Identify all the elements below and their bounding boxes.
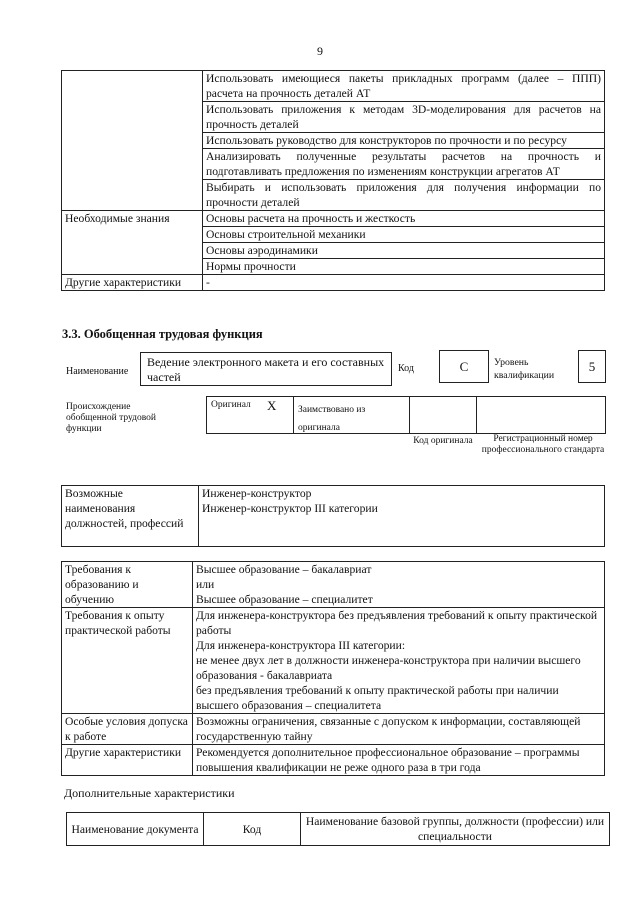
positions-label: Возможные наименования должностей, профессий [62, 486, 199, 547]
experience-values [193, 608, 605, 714]
code-original-caption: Код оригинала [413, 436, 473, 446]
table-row [67, 813, 610, 846]
skill-cell: Использовать приложения к методам 3D-моделирования для расчетов на прочность деталей [203, 102, 605, 133]
other-value: - [203, 275, 605, 291]
special-conditions-value: Возможны ограничения, связанные с допуском к информации, составляющей государственную тайну [193, 714, 605, 745]
requirement-line: или [196, 578, 215, 591]
original-mark: X [267, 398, 277, 413]
requirement-line: Для инженера-конструктора без предъявления требований к опыту практической работы [196, 609, 598, 637]
position-item: Инженер-конструктор [202, 487, 312, 500]
code-original-cell [409, 396, 477, 434]
section-heading: 3.3. Обобщенная трудовая функция [62, 327, 263, 341]
additional-characteristics-table [66, 812, 610, 846]
table-row [62, 71, 605, 102]
reg-number-caption: Регистрационный номер профессионального стандарта [481, 434, 605, 455]
education-label: Требования к образованию и обучению [62, 562, 193, 608]
requirement-line: Высшее образование – специалитет [196, 593, 373, 606]
education-values [193, 562, 605, 608]
level-label: Уровень квалификации [494, 357, 555, 381]
table-row [62, 608, 605, 714]
experience-label: Требования к опыту практической работы [62, 608, 193, 714]
header-document-name: Наименование документа [67, 813, 204, 846]
requirement-line: Высшее образование – бакалавриат [196, 563, 372, 576]
requirement-line: не менее двух лет в должности инженера-конструктора при наличии высшего образования - бакалавриата [196, 654, 581, 682]
reg-number-cell [476, 396, 606, 434]
original-label: Оригинал [211, 400, 251, 410]
requirements-table [61, 561, 605, 776]
knowledge-cell: Основы аэродинамики [203, 243, 605, 259]
page-number: 9 [317, 44, 323, 58]
positions-table [61, 485, 605, 547]
knowledge-label: Необходимые знания [62, 211, 203, 275]
knowledge-cell: Основы расчета на прочность и жесткость [203, 211, 605, 227]
borrowed-cell [293, 396, 410, 434]
header-base-group: Наименование базовой группы, должности (профессии) или специальности [301, 813, 610, 846]
positions-values [199, 486, 605, 547]
name-label: Наименование [66, 366, 129, 377]
skill-cell: Использовать имеющиеся пакеты прикладных программ (далее – ППП) расчета на прочность деталей АТ [203, 71, 605, 102]
level-value: 5 [578, 350, 606, 383]
table-row [62, 275, 605, 291]
function-name-value: Ведение электронного макета и его составных частей [140, 352, 392, 386]
original-cell [206, 396, 294, 434]
code-label: Код [398, 363, 414, 374]
other-label: Другие характеристики [62, 275, 203, 291]
other-characteristics-label: Другие характеристики [62, 745, 193, 776]
requirement-line: без предъявления требований к опыту практической работы при наличии высшего образования – специалитета [196, 684, 559, 712]
header-code: Код [204, 813, 301, 846]
table-row [62, 745, 605, 776]
additional-heading: Дополнительные характеристики [64, 786, 235, 800]
borrowed-label: Заимствовано из оригинала [298, 405, 366, 433]
skill-cell: Выбирать и использовать приложения для получения информации по прочности деталей [203, 180, 605, 211]
origin-label: Происхождение обобщенной трудовой функции [66, 402, 156, 434]
skills-knowledge-table [61, 70, 605, 291]
table-row [62, 714, 605, 745]
table-row [62, 562, 605, 608]
special-conditions-label: Особые условия допуска к работе [62, 714, 193, 745]
table-row [62, 211, 605, 227]
code-value: C [439, 350, 489, 383]
skills-label-cell [62, 71, 203, 211]
knowledge-cell: Нормы прочности [203, 259, 605, 275]
knowledge-cell: Основы строительной механики [203, 227, 605, 243]
skill-cell: Использовать руководство для конструкторов по прочности и по ресурсу [203, 133, 605, 149]
requirement-line: Для инженера-конструктора III категории: [196, 639, 406, 652]
table-row [62, 486, 605, 547]
skill-cell: Анализировать полученные результаты расчетов на прочность и подготавливать предложения по изменениям конструкции агрегатов АТ [203, 149, 605, 180]
position-item: Инженер-конструктор III категории [202, 502, 378, 515]
other-characteristics-value: Рекомендуется дополнительное профессиональное образование – программы повышения квалификации не реже одного раза в три года [193, 745, 605, 776]
